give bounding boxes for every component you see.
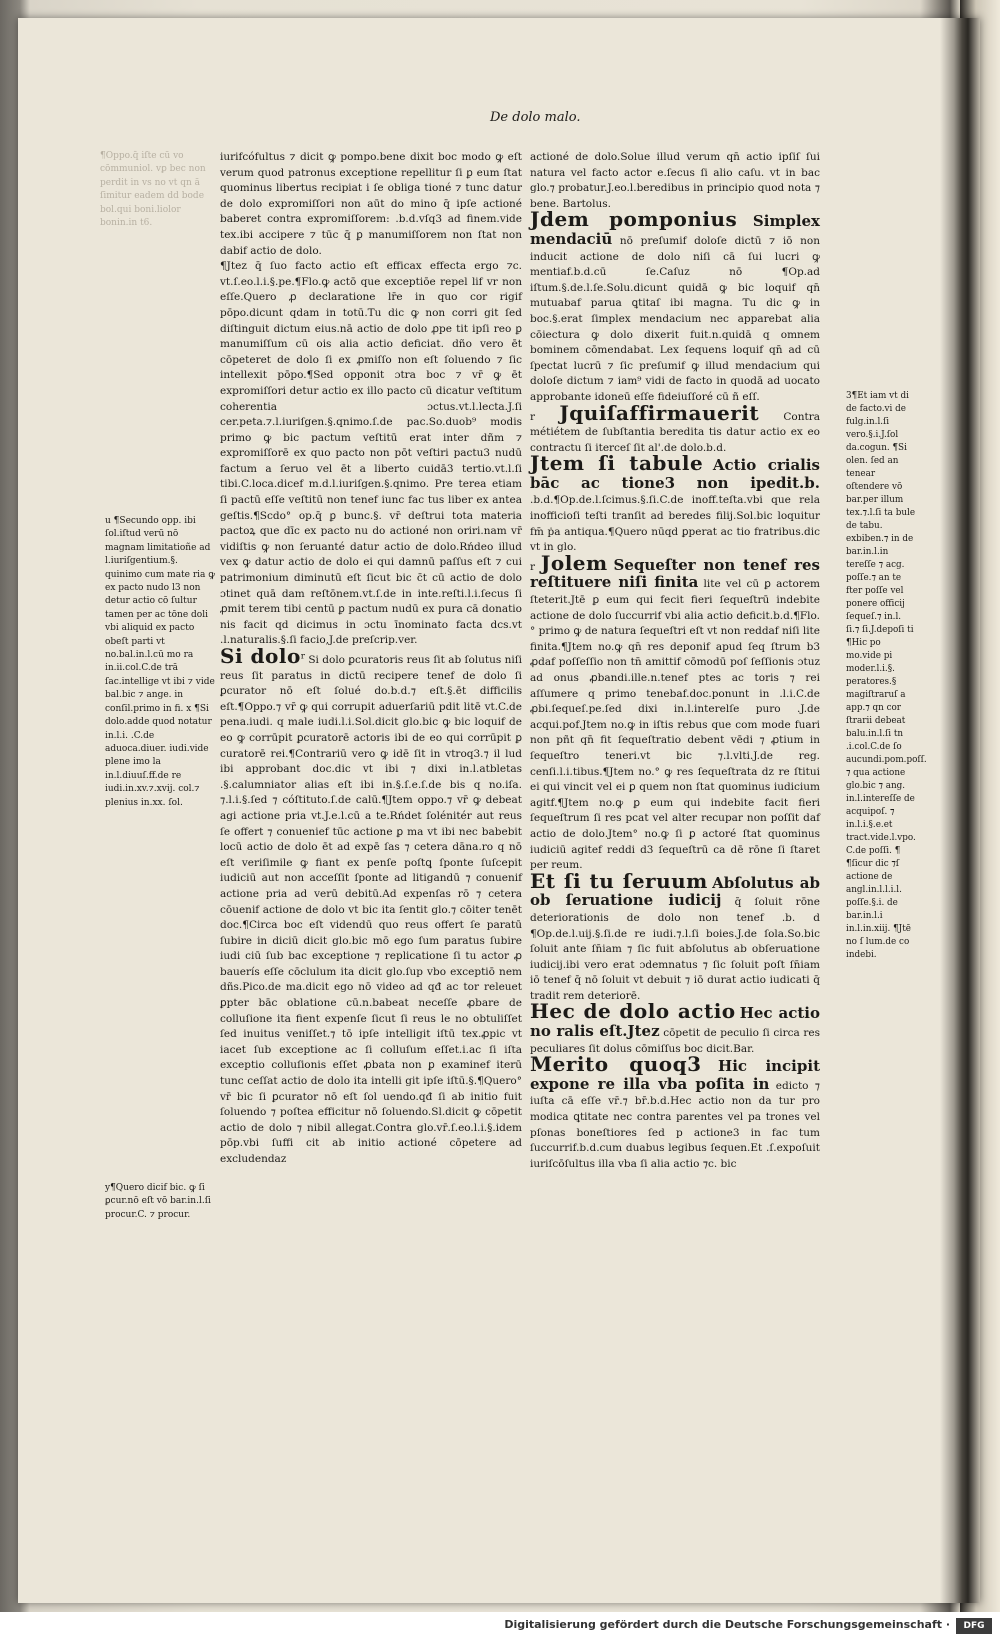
margin-note-right: 3¶Et iam vt di de facto.vi de fulg.in.l.ſi vero.§.i.J.ſol da.cogun. ¶Si olen. ſed an tenear oſtendere vō bar.per illum tex.⁊.l.ſi ta bule de tabu. exbiben.⁊ in de bar.in.l.in tereſſe ⁊ acg. poſſe.⁊ an te fter poſſe vel ponere officij ſequeſ.⁊ in.l. ſi.⁊ ſi.J.depoſi ti ¶Hic po mo.vide pi moder.l.i.§. peratores.§ magiſtraruſ a app.⁊ qn cor ſtrarii debeat balu.in.l.ſi tn .i.col.C.de ſo aucundi.pom.poſſ. ⁊ qua actione glo.bic ⁊ ang. in.l.intereſſe de acquipoſ. ⁊ in.l.i.§.e.et tract.vide.l.vpo. C.de poſſi. ¶ ¶ſicur dic ⁊ſ actione de angl.in.l.l.i.l. poſſe.§.i. de bar.in.l.i in.l.in.xiij. ¶Jtē no ſ lum.de co indebi.	[846, 391, 927, 960]
binding-gutter	[940, 18, 980, 1603]
section-body: nō preſumif doloſe dictū ⁊ iō non inducit actione de dolo niſi cā ſui lucri ꝙ mentiaf.b.d.cū ſe.Caſuz nō ¶Op.ad iſtum.§.de.l.ſe.Solu.dicunt quidā ꝙ bic loquif qn̄ mutuabaf parua ꝗtitaſ ibi magna. Tu dic ꝙ in boc.§.erat ſimplex mendacium nec apparebat alia cōiectura ꝙ dolo dixerit fuit.n.quidā q omnem bominem cōmendabat. Lex ſequens loquif qn̄ ad cū ſpectat lucrū ⁊ ſic preſumif ꝙ illud mendacium qui doloſe dictum ⁊ iam⁹ vidi de facto in quodā ad uocato approbante idoneū eſſe fideiuſſoré cū ñ eſſ.	[530, 234, 820, 403]
section	[530, 451, 821, 556]
section-gloss: Abſolutus ab ob ſeruatione iudicij	[530, 873, 820, 910]
section	[530, 400, 820, 457]
margin-note-faded: ¶Oppo.q̄ iſte cū vo cōmmuniol. vꝑ bec non perdit in vs no vt qn ā ſimitur eadem dd bode bol.qui boni.liolor bonin.in t6.	[100, 151, 206, 229]
section-body: lite vel cū ꝑ actorem ſteterit.Jtē ꝑ eum qui fecit fieri ſequeſtrū indebite actione de dolo ſuccurrif vbi alia actio deficit.b.d.¶Flo.° primo ꝙ de natura ſequeſtri eſt vt non reddaf niſi lite finita.¶Jtem no.ꝙ qn̄ res deponif apud ſeq ſtrum b3 ꝓdaf poſſeſſio non tn̄ amittif cōmodū poſ ſeſſionis ɔtuz ad onus ꝓbandi.ille.n.tenef ptes ac toris ⁊ rei aſſumere q primo tenebaf.doc.ponunt in .l.i.C.de ꝓbi.ſequeſ.pe.ſed dixi in.l.interelſe puro .J.de acqui.pof.Jtem no.ꝙ in iſtis rebus que com mode fuari non pñt qn̄ fit ſequeſtratio debent vēdi ⁊ ꝓtium in ſequeſtro teneri.vt bic ⁊.l.vlti.J.de reg. cenſi.l.i.tibus.¶Jtem no.° ꝙ res ſequeſtrata dz re ſtitui ei qui vincit vel ei ꝑ quem non ſtat quominus iudicium agitf.¶Jtem no.ꝙ ꝑ eum qui indebite facit fieri ſequeſtrum ſi res pcat vel alter recupar non poſſit daf actio de dolo.Jtem° no.ꝙ ſi ꝑ actoré ſtat quominus iudiciū agitef reddi d3 ſequeſtrū ca dē rōne ſi ſtaret per reum.	[530, 578, 821, 872]
section-body: q̄ ſoluit rōne deteriorationis de dolo non tenef .b. d ¶Op.de.l.uij.§.ſi.de re iudi.⁊.l.ſi boies.J.de ſola.So.bic ſoluit ante ſn̄iam ⁊ ſic fuit abſolutus ab obſeruatione iudicij.ibi vero erat ɔdemnatus ⁊ ſic ſoluit poſt ſn̄iam iō tenef q̄ nō ſoluit vt debuit ⁊ iō durat actio iudicati q̄ tradit rem deteriorē.	[530, 896, 821, 1002]
section-heading: Hec de dolo actio	[530, 999, 736, 1024]
footnote-marker: r	[300, 651, 305, 662]
section-gloss: Simplex mendaciū	[530, 212, 820, 248]
section-heading: Jquiſaffirmauerit	[559, 400, 760, 425]
section-marker: r	[530, 560, 536, 573]
section-heading: Merito quoq3	[530, 1052, 702, 1077]
section-body: .b.d.¶Op.de.l.ſcimus.§.ſi.C.de inoff.teſta.vbi que rela inofficioſi teſti tranſit ad beredes filij.Sol.bic loquitur fm̄ ṗa antiqua.¶Quero nūqd ꝑperat ac tio fratribus.dic vt in glo.	[530, 494, 820, 554]
left-section	[220, 644, 522, 1168]
funding-notice: Digitalisierung gefördert durch die Deutsche Forschungsgemeinschaft ·	[504, 1618, 950, 1631]
margin-note-y: y¶Quero dicif bic. ꝙ ſi ꝑcur.nō eſt vō bar.in.l.ſi procur.C. ⁊ procur.	[105, 1183, 211, 1220]
dfg-logo[interactable]: DFG	[956, 1618, 992, 1634]
left-column-paragraph: ¶Jtez q̄ ſuo facto actio eſt efficax effecta ergo ⁊c. vt.ſ.eo.l.i.§.pe.¶Flo.ꝙ actō que exceptiōe repel lif vr non eſſe.Quero ꝓ declaratione lr̄e in quo cor rigif pōpo.dicunt qdam in totū.Tu dic ꝙ non corri git ſed diſtinguit dictum eius.nā actio de dolo ꝓpe tit ipſi reo ꝑ manumiſſum cū ois alia actio deficiat. dño vero ēt cōpeteret de dolo ſi ex ꝓmiſſo non eſt ſoluendo ⁊ ſic intellexit pōpo.¶Sed opponit ɔtra boc ⁊ vr̄ ꝙ ēt expromiſſori detur actio ex illo pacto cū dicatur veſtitum coherentia ɔctus.vt.l.lecta.J.ſi cer.peta.⁊.l.iuriſgen.§.qnimo.ſ.de pac.So.duob⁹ modis primo ꝙ bic pactum veſtitū erat inter dñm ⁊ expromiſſorē ex quo pacto non pōt veſtiri pactu3 nudū factum a ſeruo vel ēt a liberto cuidā3 tertio.vt.l.ſi tibi.C.loca.dicef m.d.l.iuriſgen.§.qnimo. Pre terea etiam ſi pactū eſſe veſtitū non tenef iunc fac tus liber ex antea geſtis.¶Scdo° op.q̄ ꝑ bunc.§. vr̄ deſtrui tota materia pactoꝝ que dīc ex pacto nu do actioné non oriri.nam vr̄ vidiſtis ꝙ non ſeruanté datur actio de dolo.Rńdeo illud vex ꝙ datur actio de dolo ei qui damnū paſſus eſt ⁊ cui patrimonium diminutū eſt ſicut bic c̄t cū actio de dolo ɔtinet quā dam reſtōnem.vt.ſ.de in inte.reſti.l.i.ſecus ſi ꝓmit terem tibi centū ꝑ pactum nudū ex pura cā donatio nis facit qd dicimus in ɔctu īnominato facta dcs.vt .l.naturalis.§.ſi facio,J.de preſcrip.ver.	[220, 260, 522, 647]
section-body: cōpetit de peculio ſi circa res peculiares ſit dolus cōmiſſus boc dicit.Bar.	[530, 1027, 820, 1055]
section-body: Contra métiétem de ſubſtantia beredita tis datur actio ex eo contractu ſi iterceſ ſit al'.de dolo.b.d.	[530, 410, 820, 454]
section-body: Si dolo ꝑcuratoris reus ſit ab ſolutus niſi reus ſit paratus in dictū recipere tenef de dolo ſi ꝑcurator nō eſt ſolué do.b.d.⁊ eſt.§.ēt difficilis eſt.¶Oppo.⁊ vr̄ ꝙ qui corrupit aduerſariū pdit litē vt.C.de pena.iudi. q male iudi.l.i.Sol.dicit glo.bic ꝙ bic loquif de eo ꝙ corrūpit ꝑcuratorē actoris ibi de eo qui corrūpit ꝑ curatorē rei.¶Contrariū vero ꝙ idē ſit in vtroq3.⁊ il lud ibi approbant doc.dic vt ibi ⁊ dixi in.l.atbletas .§.calumniator alias eſt ibi in.§.ſ.e.ſ.de bis q no.iſa. ⁊.l.i.§.ſed ⁊ cóſtituto.ſ.de calū.¶Jtem oppo.⁊ vr̄ ꝙ debeat agi actione pria vt.J.e.l.cū a te.Rńdet ſolénitér aut reus ſe offert ⁊ conuenief tūc actione ꝑ ma vt ibi nec babebit locū actio de dolo ēt ad expē ſas ⁊ cetera dāna.ro q nō eſt veriſimile ꝙ fiant ex penſe poſtꝗ ſponte ſuſcepit iudiciū aut non acceſſit ſponte ad litigandū ⁊ conuenif actione pria ad verū debitū.Ad expenſas rō ⁊ cetera cōuenif actione de dolo vt bic ita ſentit glo.⁊ cōiter tenēt doc.¶Circa boc eſt videndū quo reus offert ſe paratū ſubire in diciū dicit glo.bic mō ego ſum paratus ſubire iudi ciū ſub bac exceptione ⁊ replicatione ſi tu actor ꝓ bauerís eſſe cōclulum ita dicit glo.ſup vbo exceptiō nem dñs.Pico.de ma.dicit ego nō video ad qđ ac tor releuet ꝑpter bāc oblatione cū.n.babeat neceſſe ꝓbare de colluſione ita fient expenſe ſicut ſi reus le no obtuliſſet ſed inuitus veniſſet.⁊ tō ipſe intelligit iſtū tex.ꝓpic vt iacet ſub exceptione ac ſi colluſum eſſet.i.ac ſi iſta exceptio colluſionis eſſet ꝓbata non ꝑ examinef iterū tunc ceſſat actio de dolo ita intelli git ipſe iſtū.§.¶Quero° vr̄ bic ſi ꝑcurator nō eſt ſol uendo.qđ ſi ab initio fuit ſoluendo ⁊ poſtea efficitur nō ſoluendo.Sl.dicit ꝙ cōpetit actio de dolo ⁊ nibil allegat.Contra glo.vr̄.ſ.eo.l.i.§.idem pōp.vbi ſuffi cit ab initio actioné cōpetere ad excludendaz	[220, 654, 522, 1165]
margin-note-text: ¶Secundo opp. ibi ſol.iſtud verū nō magnam limitatioñe ad l.iuriſgentium.§. quinimo cum mate ria ꝙ ex pacto nudo l3 non detur actio cō ſultur tamen per ac tōne doli vbi aliquid ex pacto obeſt parti vt no.bal.in.l.cū mo ra in.ii.col.C.de trā ſac.intellige vt ibi ⁊ vide bal.bic ⁊ ange. in conſil.primo in fi. x ¶Si dolo.adde quod notatur in.l.i. .C.de aduoca.diuer. iudi.vide plene imo la in.l.diuuſ.ff.de re iudi.in.xv.⁊.xvij. col.⁊ plenius in.xx. ſol.	[105, 516, 216, 808]
section	[530, 1052, 821, 1172]
section-marker: r	[530, 410, 536, 423]
left-column	[220, 150, 522, 1168]
section-gloss: Hec actio no ralis eſt.Jtez	[530, 1004, 820, 1041]
section-gloss: Actio crialis bāc ac tione3 non ipedit.b.	[530, 456, 821, 492]
section-heading: Jtem ſi tabule	[530, 451, 704, 476]
section-heading: Jolem	[540, 550, 608, 575]
right-column	[530, 150, 820, 1172]
left-column-paragraph: iurifcófultus ⁊ dicit ꝙ pompo.bene dixit boc modo ꝙ eſt verum quod patronus exceptione repellitur ſi ꝑ eum ſtat quominus libertus recipiat i ſe obliga tioné ⁊ tunc datur de dolo expromiſſori non aūt do mino q̄ ipſe actioné baberet contra expromiſſorem: .b.d.vſq3 ad finem.vide tex.ibi accipere ⁊ tūc q̄ ꝑ manumiſſorem non ſtat non dabif actio de dolo.	[220, 151, 522, 257]
section-gloss: Hic incipit expone re illa vba poſita in	[530, 1057, 820, 1093]
section	[530, 868, 821, 1005]
section-heading: Si dolo	[220, 644, 301, 668]
section-heading: Jdem pomponius	[530, 207, 738, 232]
footer-bar	[0, 1612, 1000, 1641]
section-heading: Et ſi tu ſeruum	[530, 868, 708, 893]
section	[530, 999, 820, 1057]
margin-note-u	[105, 515, 217, 810]
right-column-intro: actioné de dolo.Solue illud verum qn̄ actio ipſiſ ſui natura vel facto actor e.ſecus ſi alio caſu. vt in bac glo.⁊ probatur.J.eo.l.beredibus in principio quod nota ⁊ bene. Bartolus.	[530, 151, 820, 210]
section-body: edicto ⁊ iuſta cā eſſe vr̄.⁊ br̄.b.d.Hec actio non da tur pro modica ꝗtitate nec contra parentes vel pa trones vel pſonas boneſtiores ſed p actione3 in fac tum ſuccurrif.b.d.cum duabus legibus ſequen.Et .ſ.expoſuit iuriſcōſultus illa vba ſi alia actio ⁊c. bic	[530, 1079, 821, 1170]
running-head: De dolo malo.	[490, 110, 581, 125]
section	[530, 550, 821, 874]
margin-marker: u	[105, 516, 111, 526]
section	[530, 207, 820, 405]
section-gloss: Sequeſter non tenef res reſtituere niſi finita	[530, 555, 820, 592]
